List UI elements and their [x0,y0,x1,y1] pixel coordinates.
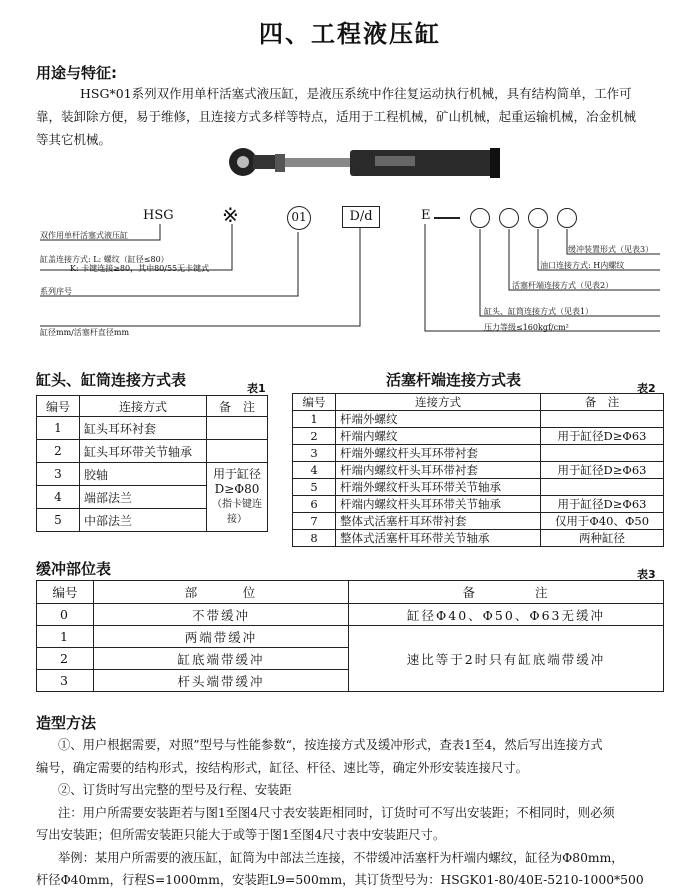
table1-note-line: D≥Φ80 [214,482,260,496]
table1-cell: 4 [37,486,80,509]
method-text [36,734,676,892]
page-title: 四、工程液压缸 [259,20,441,48]
table2-cell: 仅用于Φ40、Φ50 [541,513,664,530]
table1-empty-note [207,440,268,463]
model-star: ※ [222,203,239,227]
table2-cell: 7 [293,513,336,530]
table2-cell: 两种缸径 [541,530,664,547]
table3-heading: 缓冲部位表 [36,560,112,578]
usage-line: 等其它机械。 [36,132,112,147]
table2-cell: 1 [293,411,336,428]
table3-label: 表3 [637,568,656,581]
table1-header: 备 注 [207,396,268,417]
table2-cell: 8 [293,530,336,547]
method-line: 编号，确定需要的结构形式，按结构形式，缸径、杆径、速比等，确定外形安装连接尺寸。 [36,760,528,775]
table3-cell: 0 [37,604,94,626]
table2-cell: 6 [293,496,336,513]
table1-cell: 胶轴 [80,463,207,486]
method-line: ①、用户根据需要，对照”型号与性能参数“，按连接方式及缓冲形式，查表1至4，然后写出连接方式 [58,738,603,752]
method-line: 举例：某用户所需要的液压缸，缸筒为中部法兰连接，不带缓冲活塞杆为杆端内螺纹，缸径为Φ80mm， [58,850,624,865]
model-e: E [421,208,431,223]
label-rod-end: 活塞杆端连接方式（见表2） [512,281,614,290]
table2-cell: 2 [293,428,336,445]
label-oil-port: 油口连接方式: H内螺纹 [540,261,625,270]
table3-header: 备 注 [349,581,664,604]
table1-note [207,463,268,532]
usage-line: 靠，装卸除方便，易于维修，且连接方式多样等特点，适用于工程机械，矿山机械，起重运输机械，冶金机械 [36,109,637,124]
table2-cell: 用于缸径D≥Φ63 [541,462,664,479]
table3-header: 编号 [37,581,94,604]
table3-cell: 1 [37,626,94,648]
table2-cell: 4 [293,462,336,479]
table1-cell: 2 [37,440,80,463]
table2-header: 备 注 [541,394,664,411]
table1-cell: 中部法兰 [80,509,207,532]
table2-cell: 杆端内螺纹 [336,428,541,445]
table2-label: 表2 [637,382,656,395]
label-head-tube: 缸头、缸筒连接方式（见表1） [484,307,594,316]
table1-header: 连接方式 [80,396,207,417]
method-heading: 造型方法 [36,714,97,732]
table2 [292,393,664,547]
table2-cell: 整体式活塞杆耳环带关节轴承 [336,530,541,547]
usage-line: HSG*01系列双作用单杆活塞式液压缸，是液压系统中作往复运动执行机械，具有结构简单，工作可 [80,86,632,101]
usage-heading: 用途与特征: [36,64,117,82]
table2-cell: 用于缸径D≥Φ63 [541,496,664,513]
table2-cell: 3 [293,445,336,462]
table1-cell: 端部法兰 [80,486,207,509]
table2-cell [541,445,664,462]
table1-label: 表1 [247,382,266,395]
label-cylinder-type: 双作用单杆活塞式液压缸 [40,231,128,240]
model-dd-box: D/d [342,206,380,228]
table3-cell: 两端带缓冲 [94,626,349,648]
table3-note: 速比等于2时只有缸底端带缓冲 [349,626,664,692]
table3-header: 部 位 [94,581,349,604]
table3-cell: 杆头端带缓冲 [94,670,349,692]
table1-header: 编号 [37,396,80,417]
table1-empty-note [207,417,268,440]
label-series-no: 系列序号 [40,287,72,296]
table2-header: 编号 [293,394,336,411]
label-head-conn-1: 缸盖连接方式: L: 螺纹（缸径≤80） [40,255,169,264]
table1-cell: 缸头耳环带关节轴承 [80,440,207,463]
table2-cell: 杆端外螺纹 [336,411,541,428]
method-line: ②、订货时写出完整的型号及行程、安装距 [58,783,292,797]
table2-heading: 活塞杆端连接方式表 [386,371,522,389]
table2-cell: 杆端外螺纹杆头耳环带衬套 [336,445,541,462]
table3-cell: 2 [37,648,94,670]
table2-cell: 5 [293,479,336,496]
model-prefix: HSG [143,208,174,223]
table3-cell: 缸底端带缓冲 [94,648,349,670]
table3 [36,580,664,692]
label-cushion: 缓冲装置形式（见表3） [568,245,654,254]
table3-note: 缸径Φ40、Φ50、Φ63无缓冲 [349,604,664,626]
table2-cell: 杆端外螺纹杆头耳环带关节轴承 [336,479,541,496]
table3-cell: 不带缓冲 [94,604,349,626]
table2-cell: 整体式活塞杆耳环带衬套 [336,513,541,530]
table2-cell [541,479,664,496]
table2-cell: 用于缸径D≥Φ63 [541,428,664,445]
table1-note-line: 用于缸径 [212,467,261,481]
label-bore-rod: 缸径mm/活塞杆直径mm [40,328,130,337]
table2-header: 连接方式 [336,394,541,411]
table1-cell: 缸头耳环衬套 [80,417,207,440]
table2-cell: 杆端内螺纹杆头耳环带衬套 [336,462,541,479]
method-line: 写出安装距；但所需安装距只能大于或等于图1至图4尺寸表中安装距尺寸。 [36,828,446,842]
table3-cell: 3 [37,670,94,692]
model-series-circle: 01 [287,206,311,230]
table1-note-line: （指卡键连接） [212,499,262,525]
table1-cell: 1 [37,417,80,440]
table1-heading: 缸头、缸筒连接方式表 [36,371,187,389]
table1-cell: 3 [37,463,80,486]
table1 [36,395,268,532]
method-line: 注：用户所需要安装距若与图1至图4尺寸表安装距相同时，订货时可不写出安装距；不相同时，则必须 [58,805,615,820]
method-line: 杆径Φ40mm，行程S=1000mm，安装距L9=500mm，其订货型号为：HSGK01-80/40E-5210-1000*500 [36,873,644,887]
label-pressure: 压力等级≤160kgf/cm² [484,323,569,332]
table2-cell: 杆端内螺纹杆头耳环带关节轴承 [336,496,541,513]
table2-cell [541,411,664,428]
table1-cell: 5 [37,509,80,532]
label-head-conn-2: K: 卡键连接≥80，其中80/55无卡键式 [70,264,210,273]
